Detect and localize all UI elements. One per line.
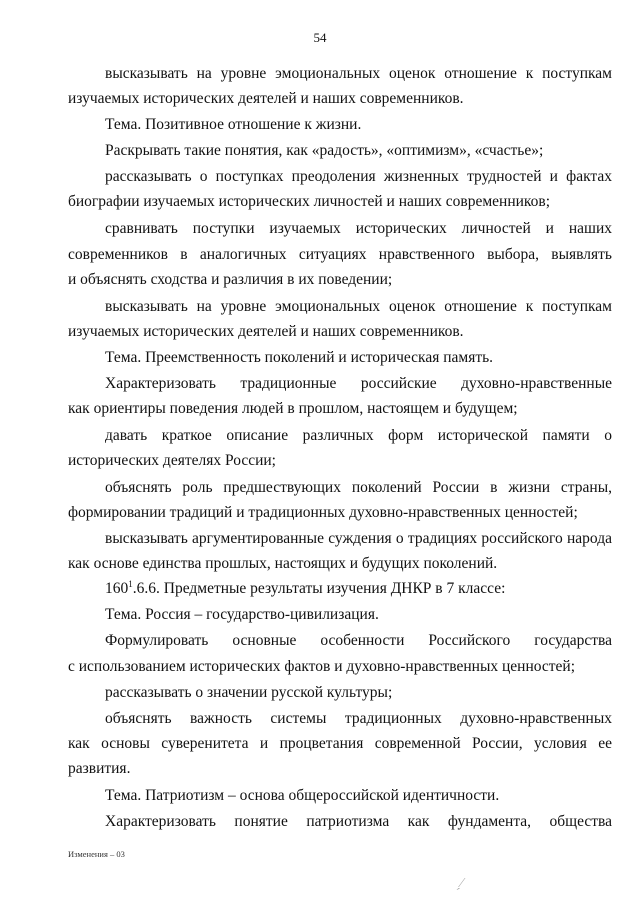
text-line: рассказывать о поступках преодоления жизненных трудностей и фактах bbox=[105, 168, 612, 185]
text-line: Тема. Россия – государство-цивилизация. bbox=[105, 606, 379, 623]
section-number: 160 bbox=[105, 580, 129, 597]
text-line: изучаемых исторических деятелей и наших современников. bbox=[68, 90, 464, 107]
text-line: объяснять роль предшествующих поколений России в жизни страны, bbox=[105, 479, 612, 496]
text-line: Характеризовать понятие патриотизма как фундамента, общества bbox=[105, 813, 612, 830]
text-line: как основе единства прошлых, настоящих и будущих поколений. bbox=[68, 555, 498, 572]
text-line: сравнивать поступки изучаемых исторических личностей и наших bbox=[105, 220, 612, 237]
text-line: как ориентиры поведения людей в прошлом, настоящем и будущем; bbox=[68, 400, 518, 417]
footer-revision-note: Изменения – 03 bbox=[68, 849, 125, 859]
text-line: развития. bbox=[68, 760, 131, 777]
text-line: как основы суверенитета и процветания современной России, условия ее bbox=[68, 735, 612, 752]
text-line: формировании традиций и традиционных духовно-нравственных ценностей; bbox=[68, 504, 578, 521]
text-line: изучаемых исторических деятелей и наших современников. bbox=[68, 323, 464, 340]
text-line: биографии изучаемых исторических личностей и наших современников; bbox=[68, 193, 551, 210]
text-line: Характеризовать традиционные российские духовно-нравственные bbox=[105, 375, 612, 392]
signature-mark: ˏ⁄ bbox=[456, 876, 463, 891]
text-line: Тема. Позитивное отношение к жизни. bbox=[105, 116, 362, 133]
text-line: высказывать на уровне эмоциональных оценок отношение к поступкам bbox=[105, 298, 612, 315]
text-line: и объяснять сходства и различия в их поведении; bbox=[68, 271, 393, 288]
text-line: Тема. Патриотизм – основа общероссийской идентичности. bbox=[105, 787, 500, 804]
text-line: высказывать аргументированные суждения о традициях российского народа bbox=[105, 530, 612, 547]
text-line: Раскрывать такие понятия, как «радость», «оптимизм», «счастье»; bbox=[105, 142, 544, 159]
text-line: Тема. Преемственность поколений и историческая память. bbox=[105, 349, 494, 366]
text-line: рассказывать о значении русской культуры; bbox=[105, 684, 393, 701]
text-line: с использованием исторических фактов и духовно-нравственных ценностей; bbox=[68, 658, 576, 675]
section-heading-text: .6.6. Предметные результаты изучения ДНКР в 7 классе: bbox=[132, 580, 506, 597]
section-heading bbox=[105, 579, 612, 599]
text-line: Формулировать основные особенности Российского государства bbox=[105, 632, 612, 649]
page-number: 54 bbox=[313, 30, 327, 45]
text-line: высказывать на уровне эмоциональных оценок отношение к поступкам bbox=[105, 65, 612, 82]
text-line: объяснять важность системы традиционных духовно-нравственных bbox=[105, 710, 612, 727]
text-line: давать краткое описание различных форм исторической памяти о bbox=[105, 427, 612, 444]
text-line: современников в аналогичных ситуациях нравственного выбора, выявлять bbox=[68, 246, 612, 263]
section-superscript: 1 bbox=[128, 578, 133, 589]
text-line: исторических деятелях России; bbox=[68, 452, 276, 469]
